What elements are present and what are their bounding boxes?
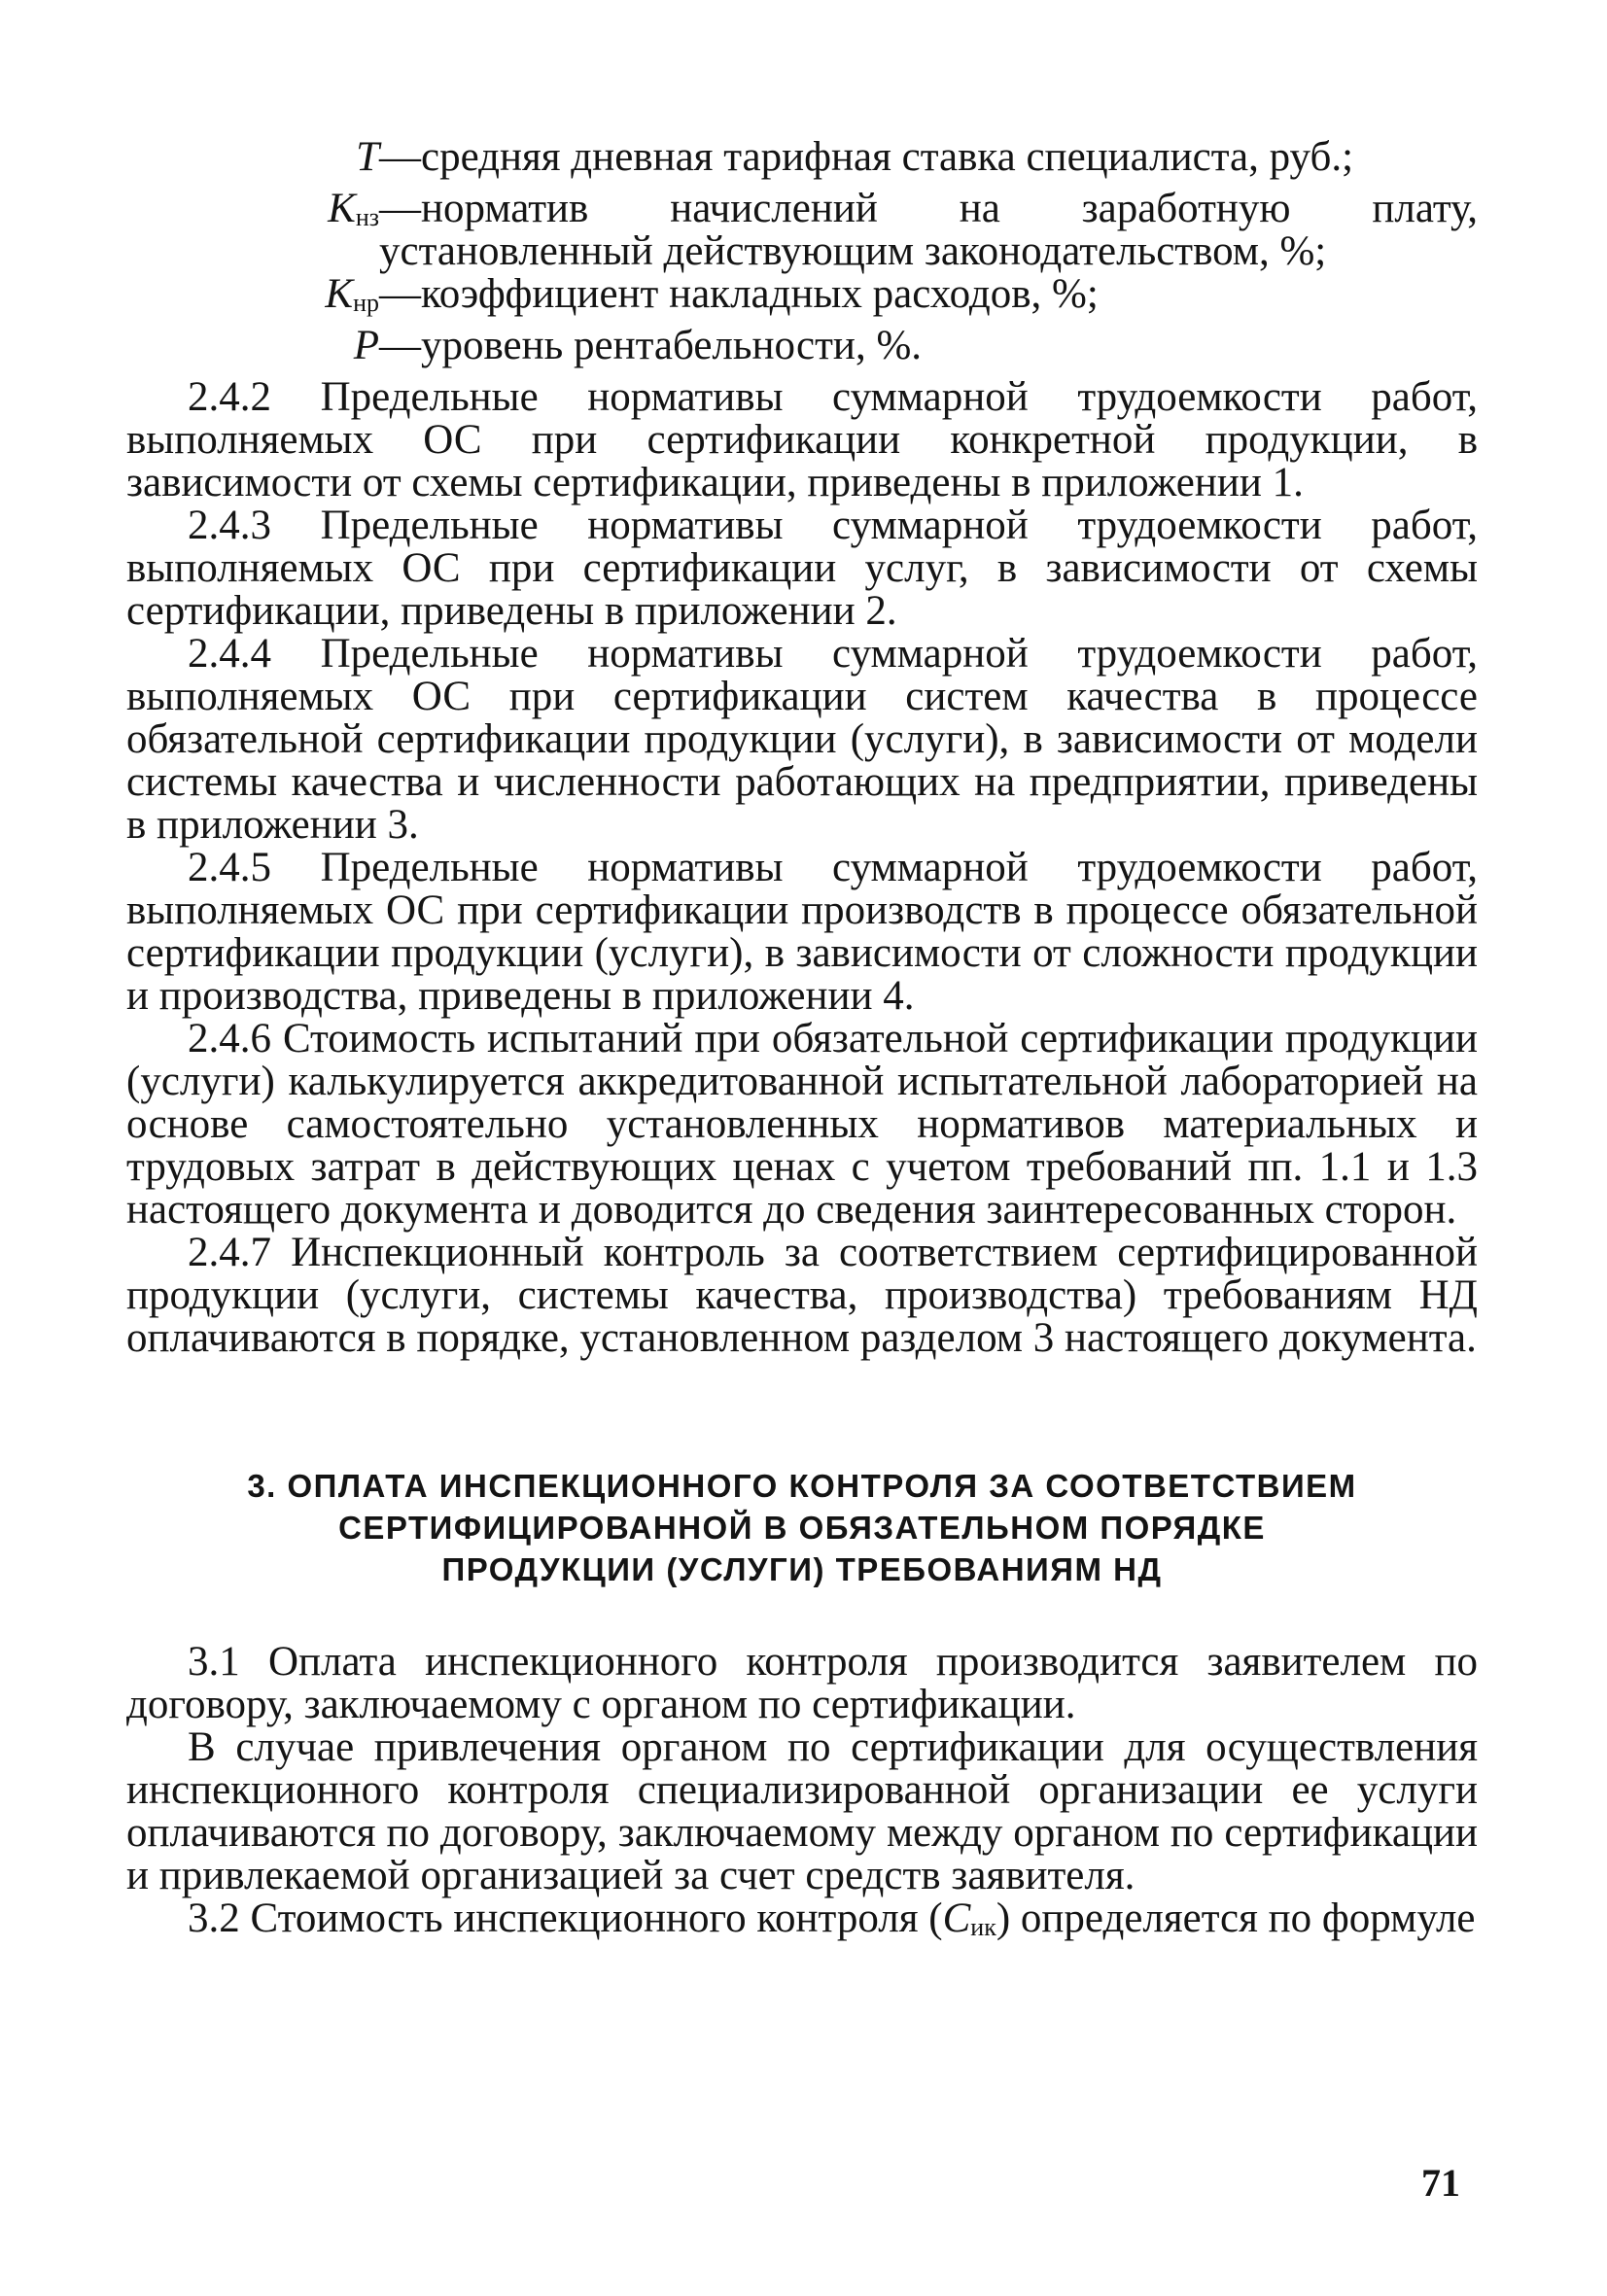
page-number: 71 [1421,2161,1460,2205]
definition-text: —средняя дневная тарифная ставка специалиста, руб.; [379,134,1354,180]
paragraph-3-1: 3.1 Оплата инспекционного контроля производится заявителем по договору, заключаемому с органом по сертификации. [126,1639,1478,1727]
paragraph-2-4-7: 2.4.7 Инспекционный контроль за соответствием сертифицированной продукции (услуги, системы качества, производства) требованиям НД оплачиваются в порядке, установленном разделом 3 настоящего документа. [126,1230,1478,1361]
paragraph-2-4-3: 2.4.3 Предельные нормативы суммарной трудоемкости работ, выполняемых ОС при сертификации услуг, в зависимости от схемы сертификации, приведены в приложении 2. [126,503,1478,634]
definition-item-p [126,325,1478,376]
paragraph-2-4-4: 2.4.4 Предельные нормативы суммарной трудоемкости работ, выполняемых ОС при сертификации систем качества в процессе обязательной сертификации продукции (услуги), в зависимости от модели системы качества и численности работающих на предприятии, приведены в приложении 3. [126,631,1478,848]
heading-line: ПРОДУКЦИИ (УСЛУГИ) ТРЕБОВАНИЯМ НД [441,1551,1163,1587]
definition-item-t [126,136,1478,188]
heading-line: 3. ОПЛАТА ИНСПЕКЦИОННОГО КОНТРОЛЯ ЗА СООТВЕТСТВИЕМ [247,1468,1357,1504]
paragraph-2-4-6: 2.4.6 Стоимость испытаний при обязательной сертификации продукции (услуги) калькулируется аккредитованной испытательной лабораторией на основе самостоятельно установленных нормативов материальных и трудовых затрат в действующих ценах с учетом требований пп. 1.1 и 1.3 настоящего документа и доводится до сведения заинтересованных сторон. [126,1016,1478,1233]
definition-text: —коэффициент накладных расходов, %; [379,271,1099,317]
heading-line: СЕРТИФИЦИРОВАННОЙ В ОБЯЗАТЕЛЬНОМ ПОРЯДКЕ [338,1510,1266,1546]
definition-symbol: T [356,134,379,180]
definition-text: —норматив начислений на заработную плату, установленный действующим законодательством, %; [379,186,1478,274]
definition-item-knz [126,188,1478,273]
paragraph-3-1-continued: В случае привлечения органом по сертификации для осуществления инспекционного контроля специализированной организации ее услуги оплачиваются по договору, заключаемому между органом по сертификации и привлекаемой организацией за счет средств заявителя. [126,1724,1478,1898]
definition-symbol: $K_{нз}$ [328,186,379,231]
formula-subscript: ик [970,1913,996,1941]
section-3-heading [126,1465,1478,1590]
paragraph-2-4-5: 2.4.5 Предельные нормативы суммарной трудоемкости работ, выполняемых ОС при сертификации производств в процессе обязательной сертификации продукции (услуги), в зависимости от сложности продукции и производства, приведены в приложении 4. [126,845,1478,1019]
definitions-list [126,136,1478,376]
definition-text: —уровень рентабельности, %. [379,323,923,368]
definition-symbol: P [353,323,379,368]
definition-item-knr [126,273,1478,325]
paragraph-2-4-2: 2.4.2 Предельные нормативы суммарной трудоемкости работ, выполняемых ОС при сертификации конкретной продукции, в зависимости от схемы сертификации, приведены в приложении 1. [126,374,1478,505]
formula-symbol: С [942,1896,971,1941]
document-page [126,136,1478,1949]
definition-symbol: $K_{нр}$ [325,271,379,317]
paragraph-3-2: 3.2 Стоимость инспекционного контроля (Сик) определяется по формуле [188,1896,1476,1941]
